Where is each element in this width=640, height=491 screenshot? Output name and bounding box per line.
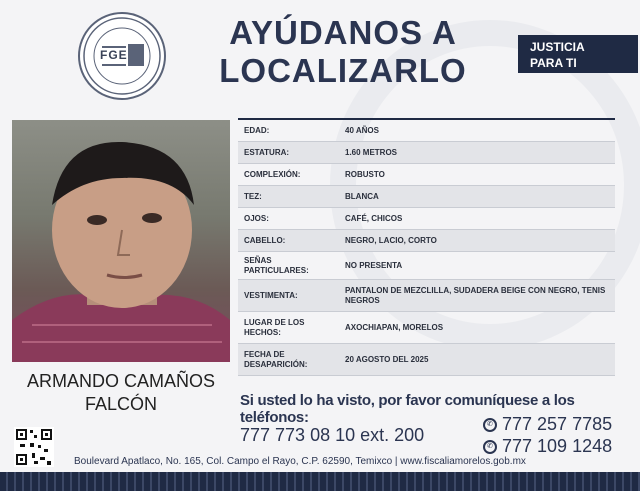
person-name <box>12 370 230 416</box>
detail-label: TEZ: <box>244 191 262 201</box>
detail-label: LUGAR DE LOS HECHOS: <box>244 317 305 337</box>
detail-row-hair <box>238 230 615 252</box>
detail-label: OJOS: <box>244 213 269 223</box>
detail-row-build <box>238 164 615 186</box>
detail-value: BLANCA <box>345 191 379 201</box>
detail-row-complexion <box>238 186 615 208</box>
fge-logo <box>78 12 166 100</box>
detail-value: 40 AÑOS <box>345 125 379 135</box>
detail-label: SEÑAS PARTICULARES: <box>244 255 309 275</box>
detail-row-clothing <box>238 280 615 312</box>
detail-value: CAFÉ, CHICOS <box>345 213 403 223</box>
detail-row-height <box>238 142 615 164</box>
contact-message: Si usted lo ha visto, por favor comuníquese a los teléfonos: <box>240 392 575 426</box>
badge-line-1: JUSTICIA <box>530 40 585 54</box>
detail-row-age <box>238 120 615 142</box>
detail-label: EDAD: <box>244 125 270 135</box>
missing-person-photo <box>12 120 230 362</box>
detail-row-date <box>238 344 615 376</box>
badge-line-2: PARA TI <box>530 56 577 70</box>
detail-value: PANTALON DE MEZCLILLA, SUDADERA BEIGE CON NEGRO, TENIS NEGROS <box>345 285 606 305</box>
detail-value: 1.60 METROS <box>345 147 398 157</box>
detail-label: ESTATURA: <box>244 147 290 157</box>
qr-code-icon[interactable] <box>14 427 54 467</box>
whatsapp-phone-1[interactable] <box>483 414 612 435</box>
decorative-bottom-bar <box>0 472 640 491</box>
detail-row-marks <box>238 252 615 280</box>
justicia-badge <box>518 35 638 73</box>
logo-fge-text: FGE <box>100 48 128 62</box>
detail-label: CABELLO: <box>244 235 286 245</box>
detail-value: ROBUSTO <box>345 169 385 179</box>
detail-label: FECHA DE DESAPARICIÓN: <box>244 349 308 369</box>
detail-row-eyes <box>238 208 615 230</box>
detail-value: AXOCHIAPAN, MORELOS <box>345 322 444 332</box>
main-phone[interactable]: 777 773 08 10 ext. 200 <box>240 425 425 445</box>
whatsapp-icon: ✆ <box>483 440 497 454</box>
detail-label: VESTIMENTA: <box>244 290 298 300</box>
whatsapp-number: 777 257 7785 <box>502 414 613 434</box>
page-title: AYÚDANOS A LOCALIZARLO <box>219 14 467 89</box>
detail-label: COMPLEXIÓN: <box>244 169 301 179</box>
detail-value: NEGRO, LACIO, CORTO <box>345 235 437 245</box>
detail-value: NO PRESENTA <box>345 260 403 270</box>
whatsapp-icon: ✆ <box>483 418 497 432</box>
detail-row-location <box>238 312 615 344</box>
details-table <box>238 118 615 376</box>
person-name-line-1: ARMANDO CAMAÑOS <box>26 371 215 391</box>
whatsapp-number: 777 109 1248 <box>502 436 613 456</box>
footer-address: Boulevard Apatlaco, No. 165, Col. Campo el Rayo, C.P. 62590, Temixco | www.fiscaliamorelos.gob.mx <box>74 456 526 467</box>
person-name-line-2: FALCÓN <box>84 394 158 414</box>
whatsapp-phone-2[interactable] <box>483 436 612 457</box>
detail-value: 20 AGOSTO DEL 2025 <box>345 354 429 364</box>
